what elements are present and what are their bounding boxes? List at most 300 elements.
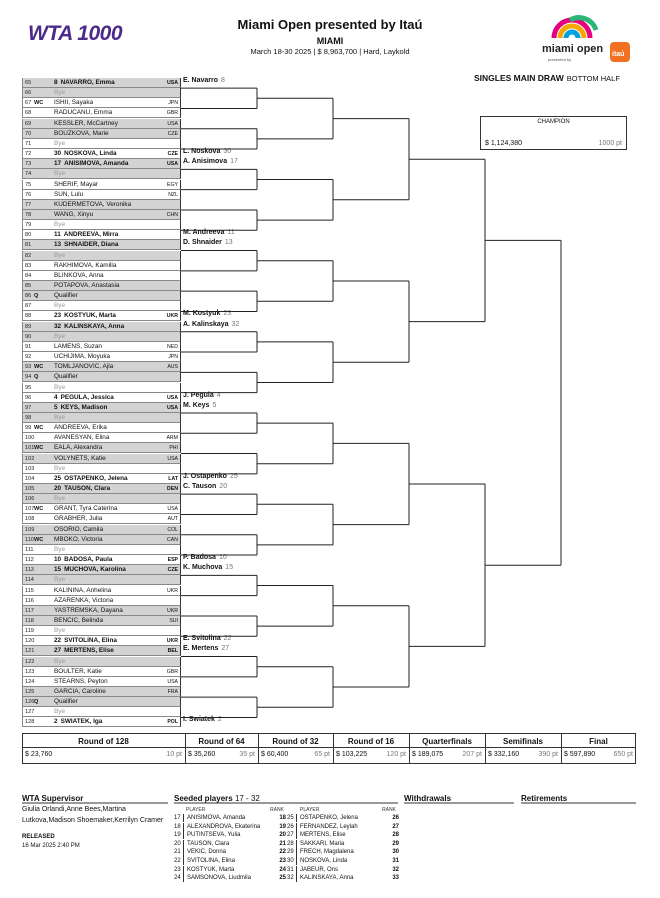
draw-position: 113 — [25, 567, 34, 574]
player-country: USA — [167, 455, 178, 462]
player-seed: 27 — [54, 647, 62, 655]
draw-position: 117 — [25, 607, 34, 614]
player-name-text: TAUSON, Clara — [64, 485, 111, 492]
seed-number: 22 — [174, 857, 184, 865]
draw-position: 106 — [25, 496, 35, 503]
draw-position: 114 — [25, 577, 34, 584]
player-name-text: Bye — [54, 332, 66, 340]
entry-status: WC — [34, 100, 44, 107]
round-points: 65 pt — [314, 751, 330, 758]
entry-status: WC — [34, 425, 44, 432]
seed-player: ANISIMOVA, Amanda — [187, 815, 246, 821]
player-country: USA — [167, 678, 178, 685]
player-name-text: POTAPOVA, Anastasia — [54, 282, 120, 289]
withdrawals-title: Withdrawals — [404, 794, 452, 803]
draw-position: 80 — [25, 232, 32, 239]
draw-position: 65 — [25, 80, 32, 86]
draw-position: 67 — [25, 100, 32, 107]
draw-position: 119 — [25, 628, 34, 635]
player-name: E. Svitolina — [183, 635, 221, 643]
player-seed: 20 — [219, 483, 228, 490]
player-name-text: MBOKO, Victoria — [54, 535, 103, 543]
supervisor-names-line2: Lutkova,Madison Shoemaker,Kerrilyn Cramer — [22, 817, 164, 824]
seed-number: 24 — [174, 874, 184, 882]
player-name-text: Qualifier — [54, 292, 78, 300]
player-name-text: NOSKOVA, Linda — [64, 150, 117, 158]
draw-position: 107 — [25, 506, 35, 513]
player-name-text: Bye — [54, 413, 66, 421]
player-name-text: Qualifier — [54, 698, 78, 706]
seed-player: PUTINTSEVA, Yulia — [187, 832, 241, 839]
draw-position: 75 — [25, 181, 32, 188]
draw-position: 102 — [25, 455, 35, 462]
player-country: JPN — [168, 100, 178, 107]
player-name-text: RADUCANU, Emma — [54, 109, 113, 117]
seed-rank: 22 — [279, 849, 286, 856]
player-name: I. Swiatek — [183, 716, 215, 724]
draw-position: 85 — [25, 283, 32, 289]
rank-column-header: RANK — [382, 807, 396, 813]
player-seed: 30 — [54, 150, 62, 158]
player-name-text: Bye — [54, 383, 66, 391]
seed-number: 19 — [174, 831, 184, 839]
player-country: CZE — [167, 130, 178, 137]
draw-position: 92 — [25, 354, 32, 361]
draw-position: 77 — [25, 201, 32, 208]
player-country: UKR — [167, 607, 178, 614]
player-column-header: PLAYER — [186, 807, 206, 813]
player-name-text: KESSLER, McCartney — [54, 119, 118, 127]
seed-rank: 30 — [392, 849, 399, 856]
rank-column-header: RANK — [270, 807, 284, 813]
entry-status: WC — [34, 506, 44, 513]
player-name-text: UCHIJIMA, Moyuka — [54, 353, 111, 361]
player-seed: 10 — [54, 556, 62, 564]
player-seed: 22 — [54, 637, 62, 645]
player-seed: 13 — [224, 239, 233, 247]
player-name-text: OSORIO, Camila — [54, 525, 104, 533]
player-name-text: SWIATEK, Iga — [60, 718, 103, 726]
supervisor-names-line1: Giulia Orlandi,Anne Bees,Martina — [22, 806, 126, 813]
seed-number: 17 — [174, 814, 184, 822]
entry-status: WC — [34, 445, 44, 452]
round-points: 207 pt — [462, 751, 482, 758]
round-prize: $ 60,400 — [261, 751, 289, 758]
round-prize: $ 189,075 — [412, 751, 444, 758]
player-name-text: ANDREEVA, Mirra — [63, 231, 119, 239]
player-seed: 25 — [54, 474, 62, 482]
champion-label: CHAMPION — [537, 119, 570, 125]
player-seed: 8 — [221, 77, 225, 84]
draw-position: 108 — [25, 516, 35, 523]
player-country: ESP — [167, 557, 178, 564]
player-country: SUI — [169, 617, 178, 624]
player-name-text: PEGULA, Jessica — [60, 393, 114, 401]
player-country: CZE — [167, 567, 178, 574]
player-seed: 17 — [54, 160, 62, 168]
seed-rank: 27 — [392, 823, 399, 830]
seed-rank: 26 — [392, 815, 399, 821]
supervisor-title: WTA Supervisor — [22, 794, 84, 803]
draw-position: 99 — [25, 425, 32, 432]
player-country: CHN — [166, 211, 178, 218]
player-name-text: BOUZKOVA, Marie — [54, 129, 109, 137]
player-name-text: GRANT, Tyra Caterina — [54, 505, 118, 513]
draw-position: 88 — [25, 313, 32, 320]
draw-position: 76 — [25, 191, 32, 198]
entry-status: WC — [34, 536, 44, 543]
player-name-text: BOULTER, Katie — [54, 667, 102, 675]
player-seed: 4 — [216, 391, 221, 399]
player-name-text: KOSTYUK, Marta — [64, 312, 116, 320]
player-name-text: NAVARRO, Emma — [60, 79, 115, 86]
player-name-text: Bye — [54, 627, 66, 635]
tournament-city: MIAMI — [316, 36, 344, 46]
round-prize: $ 35,260 — [188, 751, 216, 758]
draw-position: 94 — [25, 374, 32, 381]
draw-position: 110 — [25, 536, 34, 543]
player-seed: 11 — [227, 229, 235, 237]
draw-half: BOTTOM HALF — [566, 74, 620, 83]
player-name-text: Bye — [54, 221, 66, 229]
itau-badge: itaú — [612, 51, 625, 58]
player-country: USA — [167, 506, 178, 513]
seed-number: 29 — [287, 848, 297, 856]
seed-player: VEKIC, Donna — [187, 849, 227, 856]
player-country: POL — [167, 719, 178, 726]
seed-rank: 32 — [392, 866, 399, 873]
player-name: A. Kalinskaya — [183, 320, 229, 328]
seed-number: 26 — [287, 823, 297, 831]
draw-position: 109 — [25, 526, 35, 533]
wta-1000-logo: WTA 1000 — [28, 22, 123, 45]
player-name-text: Bye — [54, 170, 66, 178]
player-country: GBR — [166, 110, 178, 117]
seed-player: KOSTYUK, Marta — [187, 866, 235, 873]
champion-points: 1000 pt — [598, 140, 622, 147]
player-name-text: AZARENKA, Victoria — [54, 596, 114, 604]
player-seed: 32 — [54, 322, 62, 330]
player-country: AUT — [167, 516, 178, 523]
seed-rank: 25 — [279, 875, 286, 882]
draw-position: 71 — [25, 140, 32, 147]
player-seed: 4 — [54, 393, 58, 401]
draw-position: 91 — [25, 343, 32, 350]
entry-status: Q — [34, 293, 39, 300]
player-country: NZL — [168, 191, 178, 198]
round-prize: $ 23,760 — [25, 751, 53, 758]
player-name-text: Bye — [54, 464, 66, 472]
player-country: UKR — [167, 587, 178, 594]
player-country: DEN — [167, 486, 178, 492]
draw-position: 112 — [25, 557, 34, 564]
round-label: Semifinals — [502, 737, 543, 746]
seeded-range: 17 - 32 — [234, 794, 260, 803]
player-seed: 25 — [229, 472, 238, 480]
player-country: USA — [167, 404, 178, 411]
seed-rank: 24 — [279, 866, 286, 873]
round-label: Round of 64 — [198, 737, 245, 746]
player-seed: 5 — [212, 401, 217, 409]
seed-rank: 31 — [392, 858, 399, 864]
presented-by-label: presented by — [548, 57, 572, 62]
draw-position: 98 — [25, 414, 32, 421]
draw-title-text: SINGLES MAIN DRAW — [474, 73, 564, 83]
player-country: CZE — [167, 151, 178, 158]
round-prize: $ 332,160 — [488, 751, 520, 758]
seed-number: 20 — [174, 840, 184, 848]
seed-rank: 21 — [279, 840, 286, 847]
draw-position: 104 — [25, 475, 35, 482]
player-country: ARM — [166, 435, 178, 442]
seed-player: KALINSKAYA, Anna — [300, 875, 354, 882]
draw-position: 93 — [25, 364, 32, 371]
player-name-text: VOLYNETS, Katie — [54, 454, 106, 462]
player-name-text: YASTREMSKA, Dayana — [54, 606, 123, 614]
draw-position: 121 — [25, 648, 35, 655]
player-country: CAN — [167, 536, 178, 543]
player-name-text: KALININA, Anhelina — [54, 586, 112, 594]
draw-position: 123 — [25, 668, 35, 675]
player-country: NED — [167, 343, 178, 350]
player-name: E. Navarro — [183, 77, 219, 84]
seed-rank: 28 — [392, 832, 399, 839]
round-prize: $ 597,890 — [564, 751, 596, 758]
draw-position: 82 — [25, 252, 32, 259]
player-name: M. Kostyuk — [183, 310, 221, 318]
player-name-text: SUN, Lulu — [54, 190, 84, 198]
player-name-text: Bye — [54, 302, 66, 310]
player-seed: 20 — [54, 485, 62, 492]
draw-position: 90 — [25, 333, 32, 340]
released-date: 16 Mar 2025 2:40 PM — [22, 843, 80, 849]
player-name-text: TOMLJANOVIC, Ajla — [54, 363, 114, 371]
player-name-text: Bye — [54, 576, 66, 584]
draw-position: 81 — [25, 242, 32, 249]
draw-position: 66 — [25, 90, 32, 97]
player-country: EGY — [167, 181, 178, 188]
draw-position: 72 — [25, 151, 32, 158]
player-seed: 32 — [231, 320, 240, 328]
player-name: C. Tauson — [183, 483, 217, 490]
player-name: D. Shnaider — [183, 239, 222, 247]
draw-position: 83 — [25, 262, 32, 269]
player-name-text: KALINSKAYA, Anna — [64, 322, 125, 330]
draw-position: 79 — [25, 222, 32, 229]
player-seed: 27 — [221, 645, 230, 653]
draw-position: 97 — [25, 404, 32, 411]
round-label: Round of 32 — [272, 737, 319, 746]
seed-rank: 29 — [392, 840, 399, 847]
seed-rank: 33 — [392, 875, 399, 882]
draw-position: 89 — [25, 323, 32, 330]
player-seed: 15 — [225, 564, 234, 572]
round-label: Final — [589, 737, 608, 746]
player-name-text: KUDERMETOVA, Veronika — [54, 200, 132, 208]
player-name: M. Andreeva — [183, 229, 225, 237]
seed-player: SVITOLINA, Elina — [187, 858, 235, 864]
entry-status: Q — [34, 374, 39, 381]
draw-position: 122 — [25, 658, 35, 665]
seed-player: SAKKARI, Maria — [300, 840, 345, 847]
player-name-text: Bye — [54, 139, 66, 147]
player-seed: 5 — [54, 403, 58, 411]
seed-rank: 20 — [279, 832, 286, 839]
player-country: UKR — [166, 638, 178, 645]
player-country: USA — [167, 80, 178, 86]
player-seed: 8 — [54, 79, 58, 86]
player-name: E. Mertens — [183, 645, 219, 653]
player-name-text: STEARNS, Peyton — [54, 677, 108, 685]
seed-number: 23 — [174, 866, 184, 874]
player-country: BEL — [167, 648, 178, 655]
seed-number: 18 — [174, 823, 184, 831]
draw-position: 103 — [25, 465, 35, 472]
player-seed: 30 — [223, 148, 232, 156]
seed-player: JABEUR, Ons — [300, 866, 339, 873]
player-name: K. Muchova — [183, 564, 223, 572]
player-seed: 13 — [54, 241, 62, 249]
draw-position: 118 — [25, 617, 34, 624]
seed-player: NOSKOVA, Linda — [300, 858, 348, 864]
player-name: A. Anisimova — [183, 158, 228, 166]
player-name: M. Keys — [183, 401, 210, 409]
player-name-text: Bye — [54, 89, 66, 97]
round-label: Quarterfinals — [422, 737, 472, 746]
draw-position: 111 — [25, 546, 34, 553]
seed-player: FERNANDEZ, Leylah — [300, 823, 358, 830]
player-name-text: EALA, Alexandra — [54, 444, 103, 452]
miami-open-wordmark: miami open — [542, 43, 604, 55]
seed-number: 27 — [287, 831, 297, 839]
player-country: AUS — [167, 364, 178, 371]
player-seed: 11 — [54, 231, 61, 239]
player-country: LAT — [168, 475, 178, 482]
draw-position: 74 — [25, 171, 32, 178]
player-column-header: PLAYER — [300, 807, 320, 813]
player-country: JPN — [168, 354, 178, 361]
seed-number: 25 — [287, 814, 297, 822]
draw-position: 86 — [25, 293, 32, 300]
seed-number: 30 — [287, 857, 297, 865]
player-name-text: Bye — [54, 708, 66, 716]
released-label: RELEASED — [22, 834, 55, 840]
player-name-text: ISHII, Sayaka — [54, 99, 94, 107]
player-seed: 2 — [217, 716, 222, 724]
round-points: 650 pt — [613, 751, 633, 758]
player-name-text: Bye — [54, 545, 66, 553]
player-name-text: GARCIA, Caroline — [54, 688, 106, 695]
round-label: Round of 128 — [78, 737, 129, 746]
draw-position: 70 — [25, 130, 32, 137]
player-name-text: OSTAPENKO, Jelena — [64, 474, 128, 482]
draw-position: 96 — [25, 394, 32, 401]
player-seed: 15 — [54, 566, 62, 574]
player-name-text: Bye — [54, 495, 66, 503]
seed-player: FRECH, Magdalena — [300, 849, 354, 856]
draw-position: 78 — [25, 211, 32, 218]
round-points: 35 pt — [239, 751, 255, 758]
player-country: PHI — [169, 445, 178, 452]
round-label: Round of 16 — [347, 737, 395, 746]
player-name-text: Qualifier — [54, 373, 78, 381]
seed-player: SAMSONOVA, Liudmila — [187, 875, 251, 882]
player-country: GBR — [166, 668, 178, 675]
player-name-text: SHNAIDER, Diana — [64, 241, 119, 249]
player-seed: 2 — [54, 718, 58, 726]
player-country: USA — [167, 394, 178, 401]
seed-number: 28 — [287, 840, 297, 848]
draw-position: 84 — [25, 272, 32, 279]
draw-position: 95 — [25, 384, 32, 391]
seed-rank: 19 — [279, 823, 286, 830]
player-name-text: MERTENS, Elise — [64, 647, 114, 655]
player-country: FRA — [167, 689, 178, 695]
draw-position: 73 — [25, 161, 32, 168]
player-name-text: BADOSA, Paula — [64, 556, 113, 564]
round-points: 120 pt — [386, 751, 406, 758]
round-prize: $ 103,225 — [336, 751, 368, 758]
player-country: USA — [167, 120, 178, 127]
player-name: P. Badosa — [183, 554, 216, 562]
player-name-text: AVANESYAN, Elina — [54, 434, 110, 442]
player-country: USA — [167, 161, 178, 168]
draw-position: 101 — [25, 445, 35, 452]
seed-number: 31 — [287, 866, 297, 874]
seed-player: TAUSON, Clara — [187, 840, 230, 847]
entry-status: Q — [34, 699, 39, 706]
player-seed: 17 — [230, 158, 238, 166]
draw-position: 69 — [25, 120, 32, 127]
player-country: UKR — [166, 313, 178, 320]
player-seed: 23 — [54, 312, 62, 320]
player-name-text: Bye — [54, 251, 66, 259]
draw-position: 115 — [25, 587, 34, 594]
seed-rank: 23 — [279, 858, 286, 864]
player-name-text: RAKHIMOVA, Kamilla — [54, 261, 117, 269]
player-name-text: GRABHER, Julia — [54, 515, 103, 523]
draw-position: 124 — [25, 678, 35, 685]
draw-position: 120 — [25, 638, 35, 645]
seed-rank: 18 — [279, 815, 286, 821]
player-name: J. Ostapenko — [183, 472, 227, 480]
player-name: L. Noskova — [183, 148, 221, 156]
draw-position: 100 — [25, 435, 35, 442]
player-seed: 22 — [223, 635, 232, 643]
seed-number: 32 — [287, 874, 297, 882]
player-name-text: BLINKOVA, Anna — [54, 271, 104, 279]
seed-number: 21 — [174, 848, 184, 856]
draw-position: 116 — [25, 597, 34, 604]
retirements-title: Retirements — [521, 794, 568, 803]
draw-position: 126 — [25, 699, 35, 706]
entry-status: WC — [34, 364, 44, 371]
seed-player: MERTENS, Elise — [300, 832, 346, 839]
draw-position: 87 — [25, 303, 32, 310]
player-seed: 10 — [218, 554, 227, 562]
player-name-text: Bye — [54, 657, 66, 665]
player-name-text: ANISIMOVA, Amanda — [64, 160, 129, 168]
player-name-text: SHERIF, Mayar — [54, 180, 99, 188]
player-seed: 23 — [223, 310, 232, 318]
champion-prize: $ 1,124,380 — [485, 140, 522, 147]
player-name-text: MUCHOVA, Karolina — [64, 566, 126, 574]
draw-position: 105 — [25, 486, 35, 492]
seed-player: ALEXANDROVA, Ekaterina — [187, 823, 261, 830]
draw-position: 128 — [25, 719, 35, 726]
draw-position: 68 — [25, 110, 32, 117]
player-country: COL — [167, 526, 178, 533]
